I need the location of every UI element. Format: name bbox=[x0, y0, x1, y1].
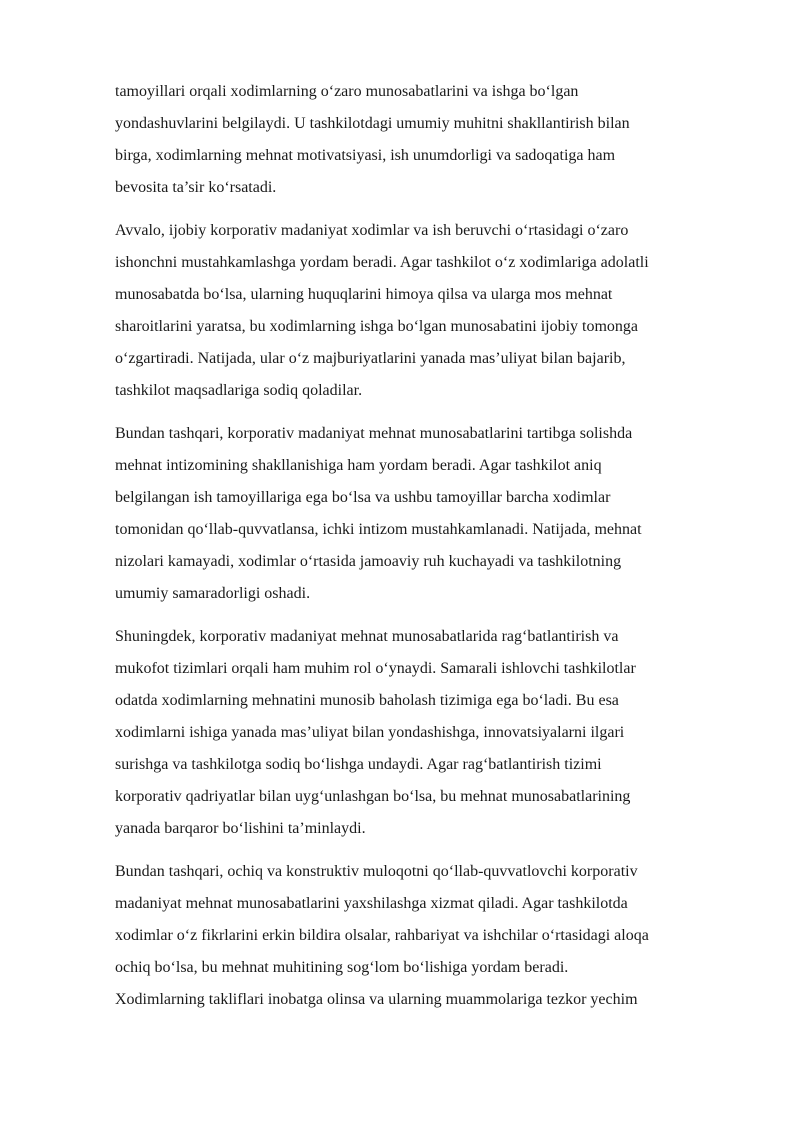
text-line: tomonidan qo‘llab-quvvatlansa, ichki intizom mustahkamlanadi. Natijada, mehnat bbox=[115, 521, 642, 538]
text-line: sharoitlarini yaratsa, bu xodimlarning ishga bo‘lgan munosabatini ijobiy tomonga bbox=[115, 318, 639, 335]
paragraph-4 bbox=[115, 621, 755, 845]
text-line: yondashuvlarini belgilaydi. U tashkilotdagi umumiy muhitni shakllantirish bilan bbox=[115, 115, 630, 132]
text-line: nizolari kamayadi, xodimlar o‘rtasida jamoaviy ruh kuchayadi va tashkilotning bbox=[115, 553, 622, 570]
text-line: Avvalo, ijobiy korporativ madaniyat xodimlar va ish beruvchi o‘rtasidagi o‘zaro bbox=[115, 222, 629, 239]
paragraph-1 bbox=[115, 76, 755, 204]
text-line: korporativ qadriyatlar bilan uyg‘unlashgan bo‘lsa, bu mehnat munosabatlarining bbox=[115, 788, 631, 805]
text-line: odatda xodimlarning mehnatini munosib baholash tizimiga ega bo‘ladi. Bu esa bbox=[115, 692, 619, 709]
paragraph-5 bbox=[115, 856, 755, 1016]
text-line: yanada barqaror bo‘lishini ta’minlaydi. bbox=[115, 820, 366, 837]
text-line: madaniyat mehnat munosabatlarini yaxshilashga xizmat qiladi. Agar tashkilotda bbox=[115, 895, 628, 912]
text-line: belgilangan ish tamoyillariga ega bo‘lsa va ushbu tamoyillar barcha xodimlar bbox=[115, 489, 611, 506]
text-line: munosabatda bo‘lsa, ularning huquqlarini himoya qilsa va ularga mos mehnat bbox=[115, 286, 613, 303]
text-line: umumiy samaradorligi oshadi. bbox=[115, 585, 311, 602]
document-page bbox=[115, 76, 755, 1027]
paragraph-2 bbox=[115, 215, 755, 407]
text-line: Xodimlarning takliflari inobatga olinsa va ularning muammolariga tezkor yechim bbox=[115, 991, 638, 1008]
text-line: Shuningdek, korporativ madaniyat mehnat munosabatlarida rag‘batlantirish va bbox=[115, 628, 619, 645]
text-line: surishga va tashkilotga sodiq bo‘lishga undaydi. Agar rag‘batlantirish tizimi bbox=[115, 756, 602, 773]
text-line: ochiq bo‘lsa, bu mehnat muhitining sog‘lom bo‘lishiga yordam beradi. bbox=[115, 959, 569, 976]
paragraph-3 bbox=[115, 418, 755, 610]
text-line: mukofot tizimlari orqali ham muhim rol o‘ynaydi. Samarali ishlovchi tashkilotlar bbox=[115, 660, 636, 677]
text-line: xodimlar o‘z fikrlarini erkin bildira olsalar, rahbariyat va ishchilar o‘rtasidagi aloqa bbox=[115, 927, 649, 944]
text-line: mehnat intizomining shakllanishiga ham yordam beradi. Agar tashkilot aniq bbox=[115, 457, 602, 474]
text-line: tamoyillari orqali xodimlarning o‘zaro munosabatlarini va ishga bo‘lgan bbox=[115, 83, 579, 100]
text-line: ishonchni mustahkamlashga yordam beradi. Agar tashkilot o‘z xodimlariga adolatli bbox=[115, 254, 649, 271]
text-line: Bundan tashqari, korporativ madaniyat mehnat munosabatlarini tartibga solishda bbox=[115, 425, 633, 442]
text-line: o‘zgartiradi. Natijada, ular o‘z majburiyatlarini yanada mas’uliyat bilan bajarib, bbox=[115, 350, 626, 367]
text-line: Bundan tashqari, ochiq va konstruktiv muloqotni qo‘llab-quvvatlovchi korporativ bbox=[115, 863, 638, 880]
text-line: bevosita ta’sir ko‘rsatadi. bbox=[115, 179, 277, 196]
text-line: xodimlarni ishiga yanada mas’uliyat bilan yondashishga, innovatsiyalarni ilgari bbox=[115, 724, 625, 741]
text-line: tashkilot maqsadlariga sodiq qoladilar. bbox=[115, 382, 363, 399]
text-line: birga, xodimlarning mehnat motivatsiyasi, ish unumdorligi va sadoqatiga ham bbox=[115, 147, 616, 164]
